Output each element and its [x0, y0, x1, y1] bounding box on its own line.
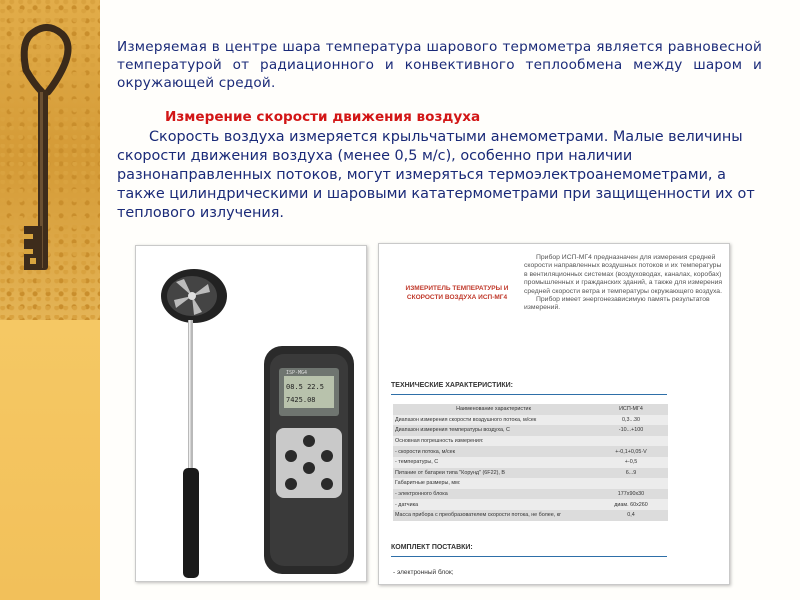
device-button-up — [303, 435, 315, 447]
device-button-center — [303, 462, 315, 474]
sidebar-lower-band — [0, 320, 100, 600]
kit-heading: КОМПЛЕКТ ПОСТАВКИ: — [391, 544, 473, 551]
spec-name: Масса прибора с преобразователем скорости потока, не более, кг — [393, 510, 594, 521]
datasheet-description-2: Прибор имеет энергонезависимую память результатов измерений. — [524, 296, 710, 312]
spec-heading: ТЕХНИЧЕСКИЕ ХАРАКТЕРИСТИКИ: — [391, 382, 514, 389]
spec-name: Основная погрешность измерения: — [393, 436, 594, 447]
spec-name: - электронного блока — [393, 489, 594, 500]
spec-value — [594, 478, 668, 489]
spec-row — [393, 415, 668, 426]
spec-name: Габаритные размеры, мм: — [393, 478, 594, 489]
device-button-extra — [321, 478, 333, 490]
anemometer-illustration — [136, 246, 366, 581]
spec-value: +-0,5 — [594, 457, 668, 468]
spec-value: 0,3...30 — [594, 415, 668, 426]
spec-name: - температуры, С — [393, 457, 594, 468]
spec-value: диам. 60х260 — [594, 499, 668, 510]
spec-table — [393, 404, 668, 521]
anemometer-photo — [135, 245, 367, 582]
spec-name: Диапазон измерения температуры воздуха, С — [393, 425, 594, 436]
paragraph-air-speed-text: Скорость воздуха измеряется крыльчатыми анемометрами. Малые величины скорости движения воздуха (менее 0,5 м/с), особенно при наличии разнонаправленных потоков, могут измеряться термоэлектроанемометрами, а также цилиндрическими и шаровыми кататермометрами при защищенности их от теплового излучения. — [117, 129, 755, 221]
spec-value: 177х90х30 — [594, 489, 668, 500]
spec-row — [393, 478, 668, 489]
old-key-image — [0, 0, 100, 320]
display-line-2: 08.5 22.5 — [286, 383, 324, 391]
spec-row — [393, 468, 668, 479]
spec-row — [393, 446, 668, 457]
spec-name: Наименование характеристик — [393, 404, 594, 415]
paragraph-air-speed — [117, 128, 767, 223]
datasheet-title: ИЗМЕРИТЕЛЬ ТЕМПЕРАТУРЫ И СКОРОСТИ ВОЗДУХА ИСП-МГ4 — [405, 285, 509, 301]
spec-row — [393, 499, 668, 510]
display-line-3: 7425.08 — [286, 396, 316, 404]
spec-value: ИСП-МГ4 — [594, 404, 668, 415]
spec-name: - скорости потока, м/сек — [393, 446, 594, 457]
spec-row — [393, 510, 668, 521]
spec-name: Питание от батареи типа "Корунд" (6F22), В — [393, 468, 594, 479]
datasheet-description-1: Прибор ИСП-МГ4 предназначен для измерения средней скорости направленных воздушных потоков и их температуры в вентиляционных системах (воздуховодах, каналах, коробах) промышленных и гражданских зданий, а также для измерения средней скорости ветра и температуры окружающего воздуха. — [524, 254, 723, 295]
spec-row — [393, 457, 668, 468]
spec-row — [393, 404, 668, 415]
spec-value: 0,4 — [594, 510, 668, 521]
spec-row — [393, 425, 668, 436]
display-line-1: ISP-MG4 — [286, 370, 308, 376]
spec-row — [393, 489, 668, 500]
spec-value: +-0,1+0,05·V — [594, 446, 668, 457]
spec-name: - датчика — [393, 499, 594, 510]
kit-rule — [391, 556, 667, 557]
datasheet-image — [378, 243, 730, 585]
spec-value: -10...+100 — [594, 425, 668, 436]
spec-rule — [391, 394, 667, 395]
device-button-down — [285, 478, 297, 490]
spec-value — [594, 436, 668, 447]
kit-item: - электронный блок; — [393, 569, 454, 576]
paragraph-globe-thermometer: Измеряемая в центре шара температура шарового термометра является равновесной температурой от радиационного и конвективного теплообмена между шаром и окружающей средой. — [117, 39, 762, 91]
spec-name: Диапазон измерения скорости воздушного потока, м/сек — [393, 415, 594, 426]
section-heading-air-speed: Измерение скорости движения воздуха — [165, 109, 481, 125]
spec-row — [393, 436, 668, 447]
spec-value: 6...9 — [594, 468, 668, 479]
datasheet-description — [524, 254, 724, 313]
decorative-sidebar — [0, 0, 100, 600]
device-button-right — [321, 450, 333, 462]
device-button-left — [285, 450, 297, 462]
